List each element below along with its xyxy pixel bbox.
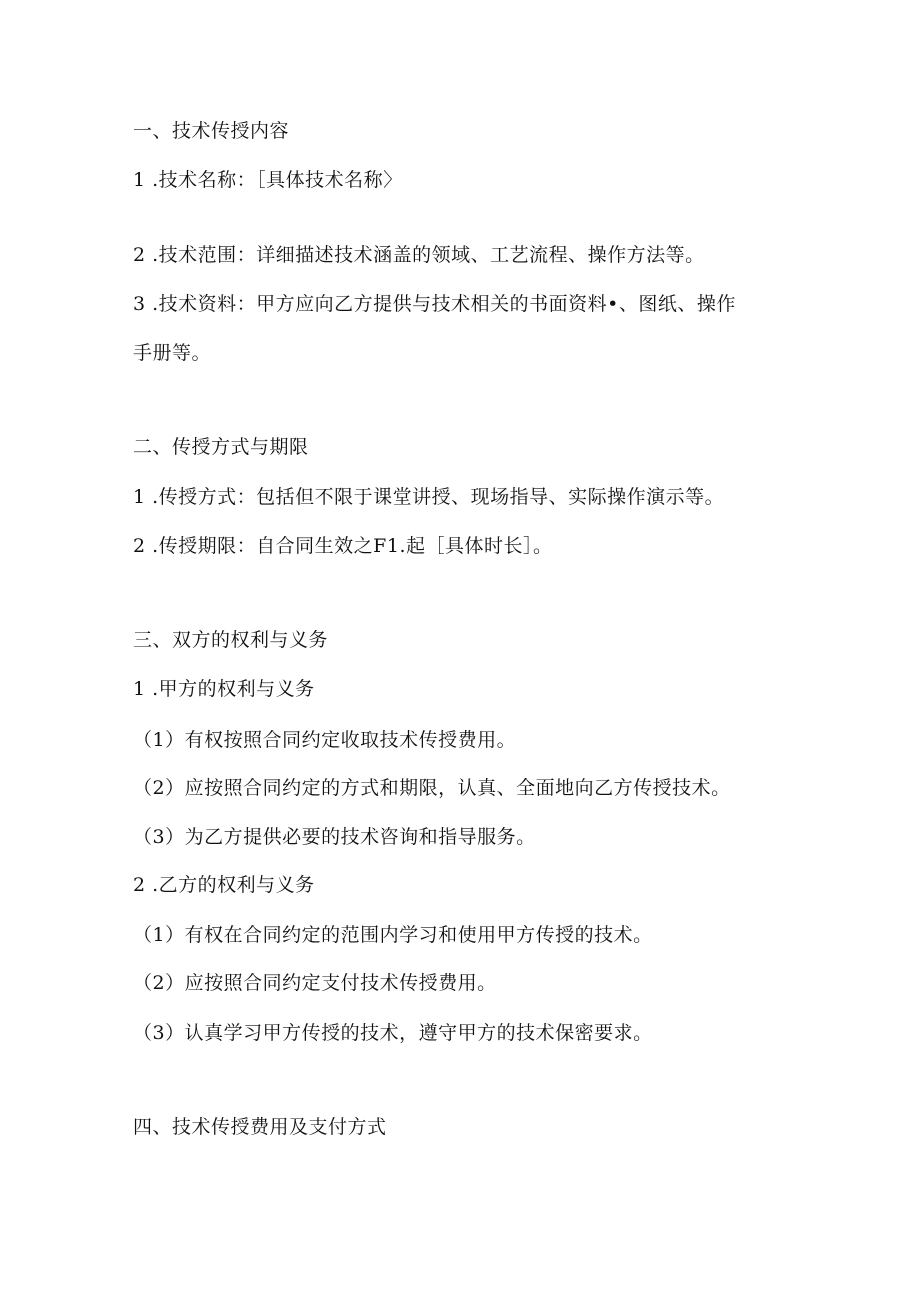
- section-heading-3: 三、双方的权利与义务: [133, 629, 329, 651]
- section-heading-4: 四、技术传授费用及支付方式: [133, 1116, 387, 1138]
- paragraph-tech-materials: 3 .技术资料：甲方应向乙方提供与技术相关的书面资料•、图纸、操作: [133, 293, 736, 315]
- list-item: （3）为乙方提供必要的技术咨询和指导服务。: [133, 826, 536, 848]
- paragraph-tech-materials-cont: 手册等。: [133, 342, 212, 364]
- list-item: （1）有权按照合同约定收取技术传授费用。: [133, 729, 517, 751]
- list-item: （2）应按照合同约定支付技术传授费用。: [133, 972, 497, 994]
- list-item: （1）有权在合同约定的范围内学习和使用甲方传授的技术。: [133, 924, 653, 946]
- paragraph-tech-name: 1 .技术名称：［具体技术名称〉: [133, 169, 403, 191]
- subheading-party-a: 1 .甲方的权利与义务: [133, 678, 315, 700]
- subheading-party-b: 2 .乙方的权利与义务: [133, 874, 315, 896]
- list-item: （2）应按照合同约定的方式和期限，认真、全面地向乙方传授技术。: [133, 777, 731, 799]
- section-heading-2: 二、传授方式与期限: [133, 436, 309, 458]
- paragraph-teaching-method: 1 .传授方式：包括但不限于课堂讲授、现场指导、实际操作演示等。: [133, 486, 725, 508]
- section-heading-1: 一、技术传授内容: [133, 120, 290, 142]
- paragraph-teaching-period: 2 .传授期限：自合同生效之F1.起［具体时长］。: [133, 535, 553, 557]
- paragraph-tech-scope: 2 .技术范围：详细描述技术涵盖的领域、工艺流程、操作方法等。: [133, 244, 705, 266]
- list-item: （3）认真学习甲方传授的技术，遵守甲方的技术保密要求。: [133, 1022, 653, 1044]
